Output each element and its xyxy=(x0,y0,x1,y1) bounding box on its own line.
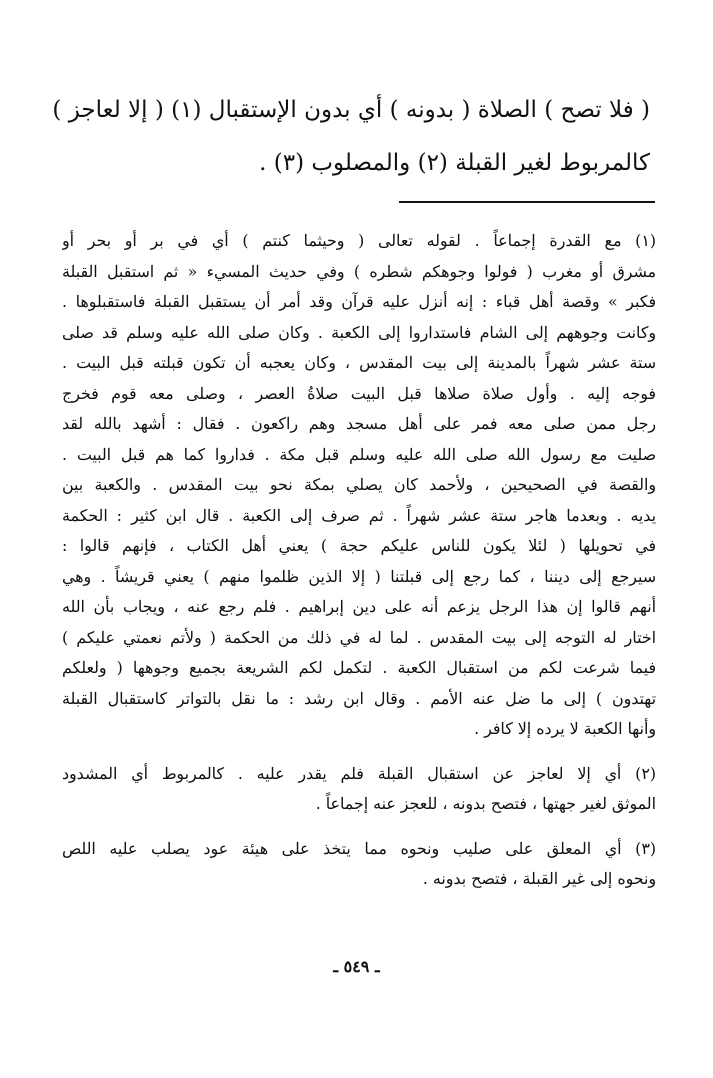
footnote-line: تهتدون ) إلى ما ضل عنه الأمم . وقال ابن رشد : ما نقل بالتواتر كاستقبال القبلة xyxy=(62,688,656,708)
footnote-line: سيرجع إلى ديننا ، كما رجع إلى قبلتنا ( إلا الذين ظلموا منهم ) يعني قريشاً . وهي xyxy=(62,566,656,586)
footnote-separator xyxy=(399,201,655,203)
footnote-line: اختار له التوجه إلى بيت المقدس . لما له في ذلك من الحكمة ( ولأتم نعمتي عليكم ) xyxy=(62,627,656,647)
footnote-line: فيما شرعت لكم من استقبال الكعبة . لتكمل لكم الشريعة بجميع وجوهها ( ولعلكم xyxy=(62,658,656,677)
footnote-line: (٢) أي إلا لعاجز عن استقبال القبلة فلم يقدر عليه . كالمربوط أي المشدود xyxy=(62,763,656,783)
main-text-line: ( فلا تصح ) الصلاة ( بدونه ) أي بدون الإستقبال (١) ( إلا لعاجز ) xyxy=(52,97,650,123)
footnote-1 xyxy=(62,226,656,745)
footnote-line: (٣) أي المعلق على صليب ونحوه مما يتخذ على هيئة عود يصلب عليه اللص xyxy=(62,838,656,858)
footnote-line: (١) مع القدرة إجماعاً . لقوله تعالى ( وحيثما كنتم ) أي في بر أو بحر أو xyxy=(62,231,656,250)
footnote-line: والقصة في الصحيحين ، ولأحمد كان يصلي بمكة نحو بيت المقدس . والكعبة بين xyxy=(62,475,656,494)
footnote-line: وأنها الكعبة لا يرده إلا كافر . xyxy=(474,719,656,738)
footnote-line: الموثق لغير جهتها ، فتصح بدونه ، للعجز عنه إجماعاً . xyxy=(315,794,656,813)
footnote-line: ستة عشر شهراً بالمدينة إلى بيت المقدس ، وكان يعجبه أن تكون قبلته قبل البيت . xyxy=(62,353,656,372)
footnote-line: أنهم قالوا إن هذا الرجل يزعم أنه على دين إبراهيم . فلم رجع عنه ، ويجاب بأن الله xyxy=(62,597,656,616)
main-text xyxy=(52,84,650,190)
footnote-2 xyxy=(62,759,656,820)
main-text-line: كالمربوط لغير القبلة (٢) والمصلوب (٣) . xyxy=(259,150,650,176)
footnote-line: في تحويلها ( لئلا يكون للناس عليكم حجة ) يعني أهل الكتاب ، فإنهم قالوا : xyxy=(62,536,656,555)
footnote-line: رجل ممن صلى معه فمر على أهل مسجد وهم راكعون . فقال : أشهد بالله لقد xyxy=(62,414,656,433)
footnotes xyxy=(62,226,656,909)
footnote-line: مشرق أو مغرب ( فولوا وجوهكم شطره ) وفي حديث المسيء « ثم استقبل القبلة xyxy=(62,261,656,281)
footnote-line: فوجه إليه . وأول صلاة صلاها قبل البيت صلاةُ العصر ، وصلى معه قوم فخرج xyxy=(62,383,656,403)
footnote-line: وكانت وجوههم إلى الشام فاستداروا إلى الكعبة . وكان صلى الله عليه وسلم قد صلى xyxy=(62,322,656,342)
page-number: ـ ٥٤٩ ـ xyxy=(333,957,380,976)
footnote-line: صليت مع رسول الله صلى الله عليه وسلم قبل مكة . فداروا كما هم قبل البيت . xyxy=(62,444,656,464)
footnote-line: ونحوه إلى غير القبلة ، فتصح بدونه . xyxy=(422,869,656,888)
footnote-line: يديه . وبعدما هاجر ستة عشر شهراً . ثم صرف إلى الكعبة . قال ابن كثير : الحكمة xyxy=(62,505,656,525)
footnote-3 xyxy=(62,834,656,895)
footnote-line: فكبر » وقصة أهل قباء : إنه أنزل عليه قرآن وقد أمر أن يستقبل القبلة فاستقبلوها . xyxy=(62,292,656,311)
